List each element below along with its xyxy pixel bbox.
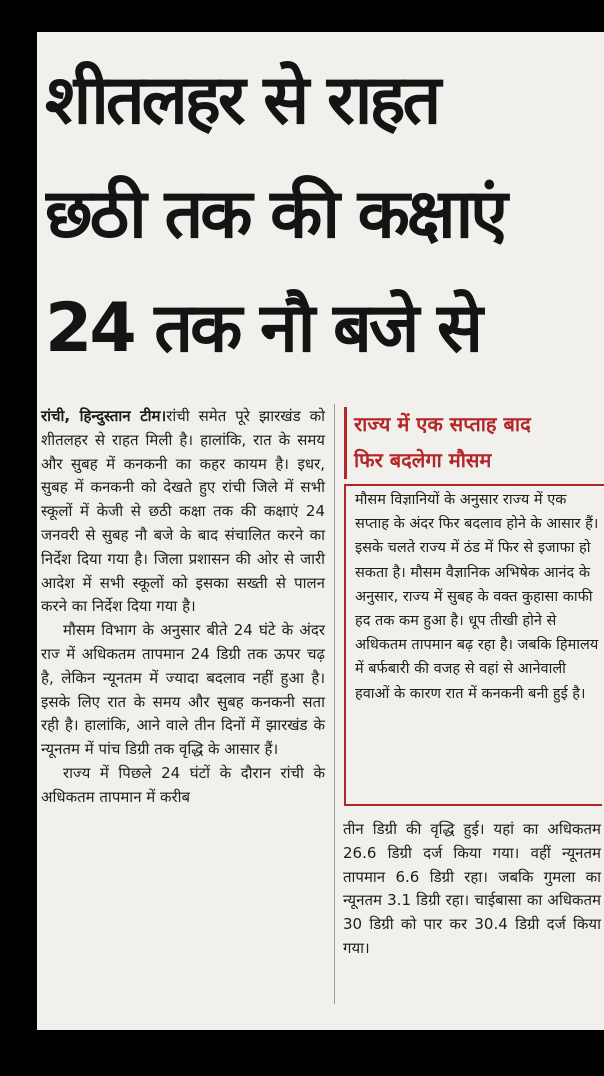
left-column	[41, 405, 325, 810]
sidebar-box-title-line-2: फिर बदलेगा मौसम	[354, 448, 492, 472]
right-column	[343, 818, 601, 961]
headline-line-1: शीतलहर से राहत	[45, 61, 439, 140]
sidebar-box-title	[354, 406, 604, 478]
left-paragraph-2: मौसम विभाग के अनुसार बीते 24 घंटे के अंदर राज्‍ में अधिकतम तापमान 24 डिग्री तक ऊपर चढ़ है, लेकिन न्यूनतम में ज्यादा बदलाव नहीं हुआ है। इसके लिए रात के समय और सुबह कनकनी सता रही है। हालांकि, आने वाले तीन दिनों में झारखंड के न्यूनतम में पांच डिग्री तक वृद्धि के आसार हैं।	[41, 621, 325, 759]
box-title-accent-bar	[344, 407, 347, 479]
sidebar-box-title-line-1: राज्य में एक सप्ताह बाद	[354, 412, 531, 436]
sidebar-box-text: मौसम विज्ञानियों के अनुसार राज्य में एक सप्ताह के अंदर फिर बदलाव होने के आसार हैं। इसके चलते राज्य में ठंड में फिर से इजाफा हो सकता है। मौसम वैज्ञानिक अभिषेक आनंद के अनुसार, राज्य में सुबह के वक्त कुहासा काफी हद तक कम हुआ है। धूप तीखी होने से अधिकतम तापमान बढ़ रहा है। जबकि हिमालय में बर्फबारी की वजह से वहां से आनेवाली हवाओं के कारण रात में कनकनी बनी हुई है।	[355, 492, 599, 702]
headline-line-2: छठी तक की कक्षाएं	[45, 175, 505, 254]
newspaper-clipping	[37, 32, 604, 1030]
left-paragraph-1-text: रांची समेत पूरे झारखंड को शीतलहर से राहत मिली है। हालांकि, रात के समय और सुबह में कनकनी का कहर कायम है। इधर, सुबह में कनकनी को देखते हुए रांची जिले में सभी स्कूलों में केजी से छठी कक्षा तक की कक्षाएं 24 जनवरी से सुबह नौ बजे के बाद संचालित करने का निर्देश दिया गया है। जिला प्रशासन की ओर से जारी आदेश में सभी स्कूलों को इसका सख्ती से पालन करने का निर्देश दिया गया है।	[41, 407, 325, 616]
dateline: रांची, हिन्दुस्तान टीम।	[41, 407, 167, 425]
sidebar-box-body	[355, 488, 599, 706]
column-divider	[334, 404, 335, 1004]
headline-line-3: 24 तक नौ बजे से	[45, 289, 480, 368]
right-paragraph-1: तीन डिग्री की वृद्धि हुई। यहां का अधिकतम 26.6 डिग्री दर्ज किया गया। वहीं न्यूनतम तापमान 6.6 डिग्री रहा। जबकि गुमला का न्यूनतम 3.1 डिग्री रहा। चाईबासा का अधिकतम 30 डिग्री को पार कर 30.4 डिग्री दर्ज किया गया।	[343, 820, 601, 957]
headline	[45, 44, 597, 386]
left-paragraph-1	[41, 405, 325, 619]
left-paragraph-3: राज्य में पिछले 24 घंटों के दौरान रांची के अधिकतम तापमान में करीब	[41, 763, 325, 806]
